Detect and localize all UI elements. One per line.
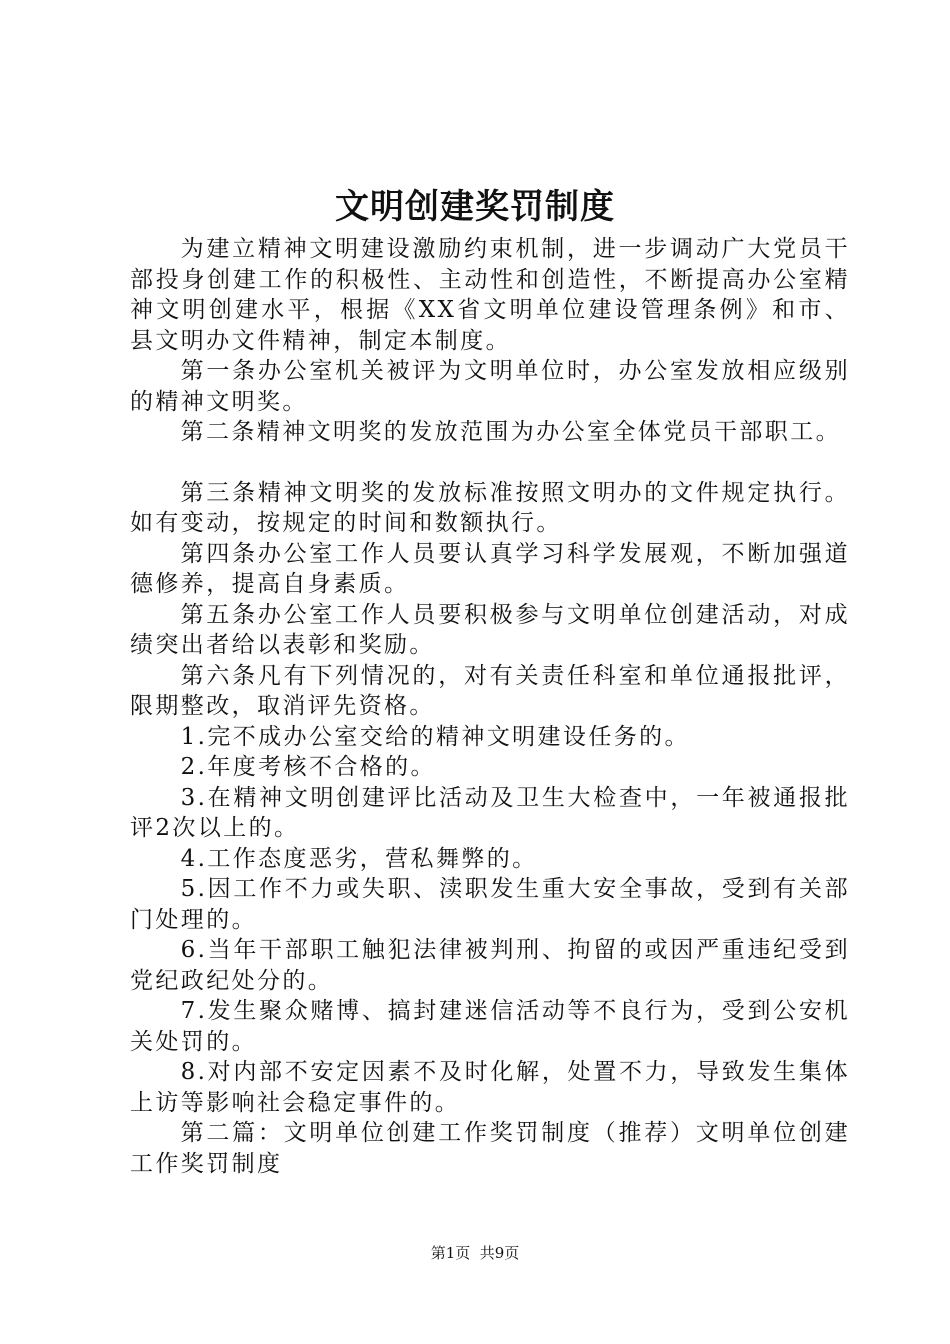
list-item-1: 1.完不成办公室交给的精神文明建设任务的。	[180, 723, 690, 750]
article-5: 第五条办公室工作人员要积极参与文明单位创建活动，对成绩突出者给以表彰和奖励。	[130, 601, 850, 658]
article-1: 第一条办公室机关被评为文明单位时，办公室发放相应级别的精神文明奖。	[130, 358, 850, 415]
document-body	[130, 234, 850, 1179]
article-4: 第四条办公室工作人员要认真学习科学发展观，不断加强道德修养，提高自身素质。	[130, 540, 850, 597]
list-item-3: 3.在精神文明创建评比活动及卫生大检查中，一年被通报批评2次以上的。	[130, 784, 850, 841]
list-item-7: 7.发生聚众赌博、搞封建迷信活动等不良行为，受到公安机关处罚的。	[130, 998, 850, 1055]
section-2-heading: 第二篇：文明单位创建工作奖罚制度（推荐）文明单位创建工作奖罚制度	[130, 1120, 850, 1177]
page-number: 第1页 共9页	[430, 1244, 520, 1262]
list-item-5: 5.因工作不力或失职、渎职发生重大安全事故，受到有关部门处理的。	[130, 876, 850, 933]
document-title: 文明创建奖罚制度	[335, 187, 615, 227]
article-6: 第六条凡有下列情况的，对有关责任科室和单位通报批评，限期整改，取消评先资格。	[130, 662, 850, 719]
article-3: 第三条精神文明奖的发放标准按照文明办的文件规定执行。如有变动，按规定的时间和数额执行。	[130, 479, 850, 536]
list-item-6: 6.当年干部职工触犯法律被判刑、拘留的或因严重违纪受到党纪政纪处分的。	[130, 937, 850, 994]
list-item-8: 8.对内部不安定因素不及时化解，处置不力，导致发生集体上访等影响社会稳定事件的。	[130, 1059, 850, 1116]
list-item-4: 4.工作态度恶劣，营私舞弊的。	[180, 845, 538, 872]
list-item-2: 2.年度考核不合格的。	[180, 754, 436, 780]
intro-paragraph: 为建立精神文明建设激励约束机制，进一步调动广大党员干部投身创建工作的积极性、主动性和创造性，不断提高办公室精神文明创建水平，根据《XX省文明单位建设管理条例》和市、县文明办文件精神，制定本制度。	[130, 236, 850, 354]
article-2: 第二条精神文明奖的发放范围为办公室全体党员干部职工。	[180, 419, 841, 445]
